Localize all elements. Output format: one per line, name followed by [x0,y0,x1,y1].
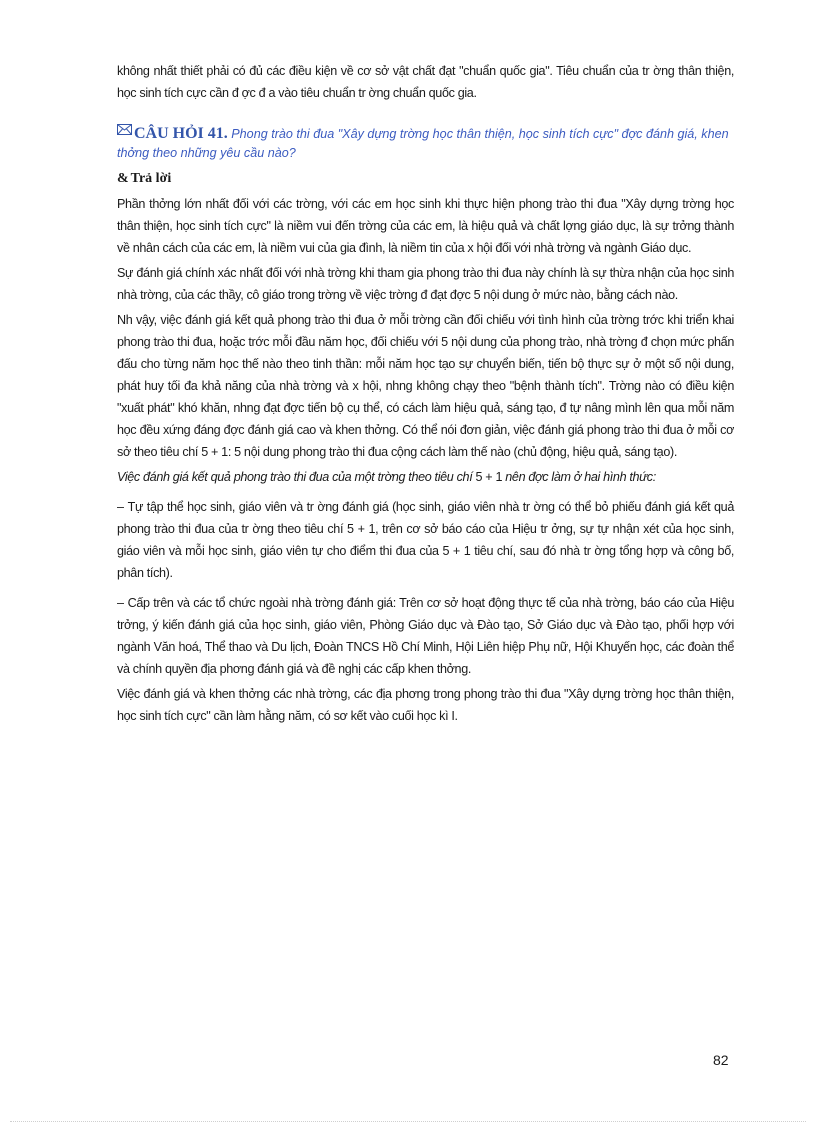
body-paragraph: Phần thởng lớn nhất đối với các trờng, với các em học sinh khi thực hiện phong trào thi đua "Xây dựng trờng học thân thiện, học sinh tích cực" là niềm vui đến trờng của các em, là hiệu quả và chất lợng giáo dục, là sự trởng thành về nhân cách của các em, là niềm vui của gia đình, là niềm tin của x hội đối với nhà trờng và ngành Giáo dục. [117,197,734,255]
bullet-item [117,592,734,680]
forms-intro-plain: 5 + 1 [472,470,506,484]
question-label: CÂU HỎI 41. [134,125,228,142]
dash-marker: – [117,596,124,610]
dash-marker: – [117,500,124,514]
answer-label: Trả lời [130,171,172,186]
pointing-hand-icon: & [117,171,129,186]
forms-intro-italic: Việc đánh giá kết quả phong trào thi đua của một trờng theo tiêu chí [117,470,473,484]
forms-intro [117,466,734,488]
bullet-text: Tự tập thể học sinh, giáo viên và tr ờng đánh giá (học sinh, giáo viên nhà tr ờng có thể bỏ phiếu đánh giá kết quả phong trào thi đua của tr ờng theo tiêu chí 5 + 1, trên cơ sở báo cáo của Hiệu tr ởng, sự tự nhận xét của học sinh, giáo viên và mỗi học sinh, giáo viên tự cho điểm thi đua của 5 + 1 tiêu chí, sau đó nhà tr ờng tổng hợp và công bố, phân tích). [117,500,734,580]
answer-heading [117,169,734,189]
body-paragraph: Sự đánh giá chính xác nhất đối với nhà trờng khi tham gia phong trào thi đua này chính là sự thừa nhận của học sinh nhà trờng, của các thầy, cô giáo trong trờng về việc trờng đ đạt đợc 5 nội dung ở mức nào, bằng cách nào. [117,266,734,302]
bullet-text: Cấp trên và các tổ chức ngoài nhà trờng đánh giá: Trên cơ sở hoạt động thực tế của nhà trờng, báo cáo của Hiệu trởng, ý kiến đánh giá của học sinh, giáo viên, Phòng Giáo dục và Đào tạo, Sở Giáo dục và Đào tạo, phối hợp với ngành Văn hoá, Thể thao và Du lịch, Đoàn TNCS Hồ Chí Minh, Hội Liên hiệp Phụ nữ, Hội Khuyến học, các đoàn thể và chính quyền địa phơng đánh giá và đề nghị các cấp khen thởng. [117,596,734,676]
question-text: Phong trào thi đua "Xây dựng trờng học thân thiện, học sinh tích cực" đợc đánh giá, khen thởng theo những yêu cầu nào? [117,127,729,160]
page-number: 82 [713,1052,729,1068]
question-heading [117,122,734,163]
forms-intro-italic-end: nên đợc làm ở hai hình thức: [505,470,656,484]
closing-paragraph: Việc đánh giá và khen thởng các nhà trờng, các địa phơng trong phong trào thi đua "Xây dựng trờng học thân thiện, học sinh tích cực" cần làm hằng năm, có sơ kết vào cuối học kì I. [117,687,734,723]
page-bottom-rule [10,1121,806,1122]
intro-paragraph: không nhất thiết phải có đủ các điều kiện về cơ sở vật chất đạt "chuẩn quốc gia". Tiêu chuẩn của tr ờng thân thiện, học sinh tích cực cần đ ợc đ a vào tiêu chuẩn tr ờng chuẩn quốc gia. [117,64,734,100]
bullet-item [117,496,734,584]
document-page [117,60,734,730]
body-paragraph: Nh vậy, việc đánh giá kết quả phong trào thi đua ở mỗi trờng cần đối chiếu với tình hình của trờng trớc khi triển khai phong trào thi đua, hoặc trớc mỗi đầu năm học, đối chiếu với 5 nội dung của phong trào, nhà trờng đ chọn mức phấn đấu cho từng năm học thế nào theo tinh thần: mỗi năm học tạo sự chuyển biến, tiến bộ thực sự ở một số nội dung, phát huy tối đa khả năng của nhà trờng và x hội, nhng không chạy theo "bệnh thành tích". Trờng nào có điều kiện "xuất phát" khó khăn, nhng đạt đợc tiến bộ cụ thể, có cách làm hiệu quả, sáng tạo, đ tự nâng mình lên qua mỗi năm học đều xứng đáng đợc đánh giá cao và khen thởng. Có thể nói đơn giản, việc đánh giá phong trào thi đua ở mỗi cơ sở theo tiêu chí 5 + 1: 5 nội dung phong trào thi đua cộng cách làm thế nào (chủ động, hiệu quả, sáng tạo). [117,313,734,459]
envelope-icon [117,122,132,133]
